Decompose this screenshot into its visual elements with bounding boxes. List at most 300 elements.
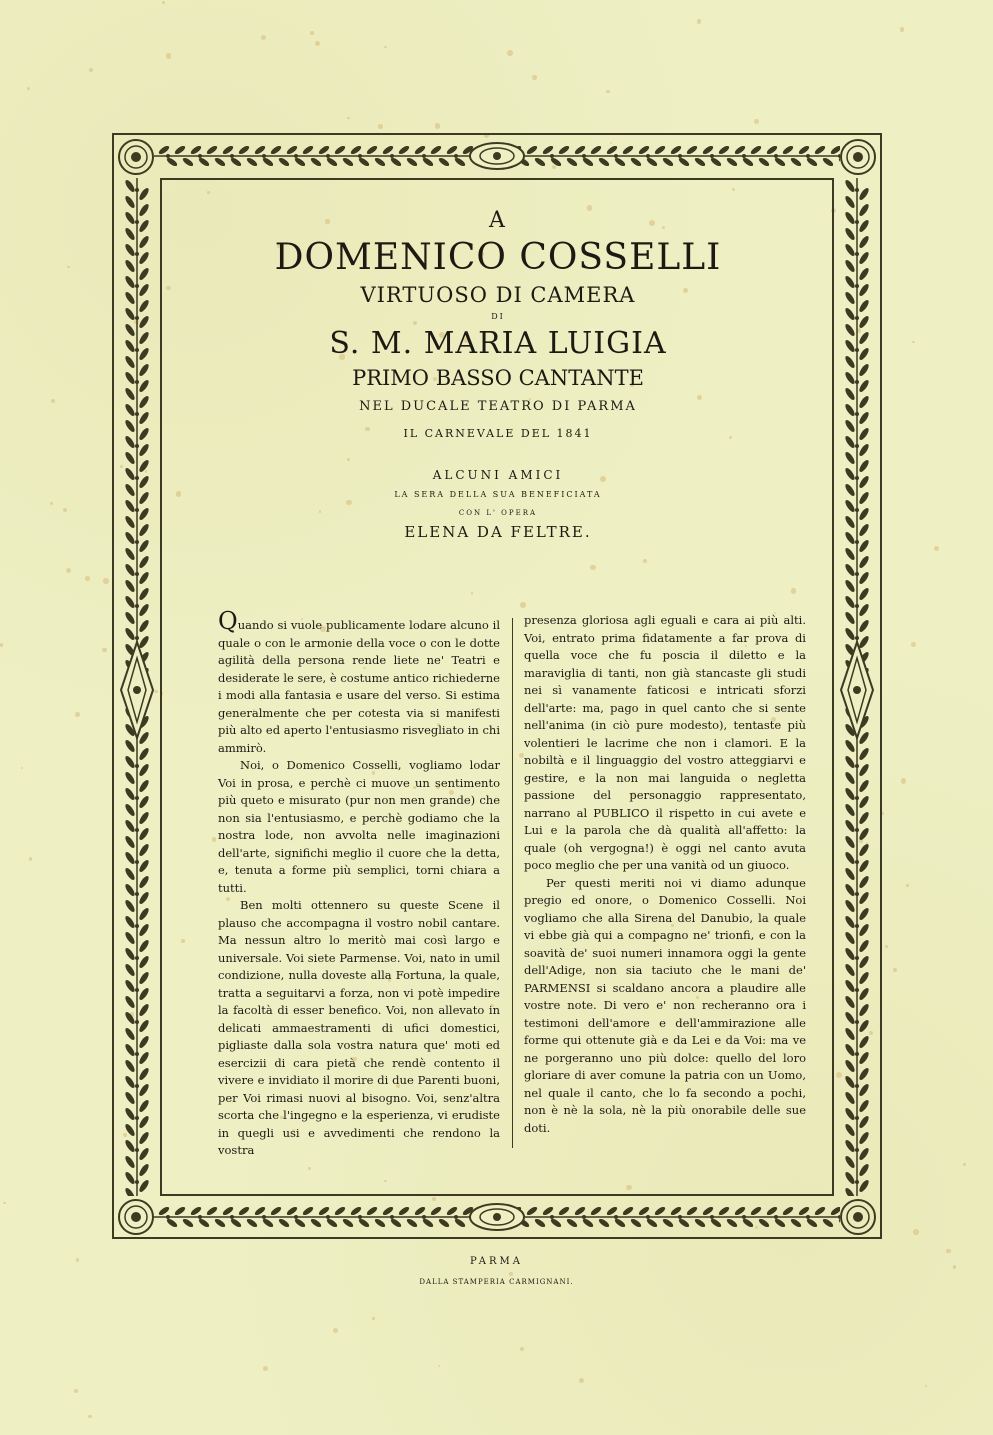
garland-berry <box>135 988 139 992</box>
garland-leaf <box>138 1163 151 1178</box>
garland-leaf <box>844 1027 857 1042</box>
garland-berry <box>135 380 139 384</box>
garland-leaf <box>124 1171 137 1186</box>
garland-leaf <box>558 144 571 155</box>
garland-leaf <box>542 1205 555 1216</box>
heading-opera-title: ELENA DA FELTRE. <box>404 523 592 541</box>
garland-berry <box>135 1052 139 1056</box>
foxing-speck <box>913 1229 919 1235</box>
garland-leaf <box>138 475 151 490</box>
garland-berry <box>390 154 394 158</box>
garland-leaf <box>138 603 151 618</box>
garland-berry <box>582 154 586 158</box>
garland-berry <box>230 154 234 158</box>
garland-leaf <box>844 227 857 242</box>
garland-leaf <box>138 571 151 586</box>
garland-berry <box>742 1215 746 1219</box>
garland-leaf <box>278 1217 291 1228</box>
garland-leaf <box>138 939 151 954</box>
garland-leaf <box>844 371 857 386</box>
garland-leaf <box>858 1051 871 1066</box>
garland-leaf <box>858 1115 871 1130</box>
garland-leaf <box>844 307 857 322</box>
garland-leaf <box>844 243 857 258</box>
left-lozenge-icon <box>119 640 155 740</box>
garland-leaf <box>246 1217 259 1228</box>
garland-leaf <box>398 1205 411 1216</box>
garland-leaf <box>302 1205 315 1216</box>
garland-leaf <box>138 955 151 970</box>
garland-leaf <box>124 339 137 354</box>
garland-leaf <box>750 1205 763 1216</box>
garland-leaf <box>124 547 137 562</box>
garland-berry <box>135 828 139 832</box>
garland-leaf <box>858 1195 871 1196</box>
garland-berry <box>135 220 139 224</box>
paragraph-text: uando si vuole publicamente lodare alcuno il quale o con le armonie della voce o con le dotte agilità della persona rende liete ne' Teatri e desiderate le sere, è costume antico richiederne i modi alla fantasia e usare del verso. Si estima generalmente che per cotesta via si manifesti più alto ed aperto l'entusiasmo risvegliato in chi ammirò. <box>218 618 500 755</box>
garland-leaf <box>844 515 857 530</box>
garland-berry <box>135 924 139 928</box>
garland-leaf <box>718 1205 731 1216</box>
garland-leaf <box>318 144 331 155</box>
garland-leaf <box>138 299 151 314</box>
garland-leaf <box>342 1217 355 1228</box>
garland-leaf <box>382 144 395 155</box>
garland-leaf <box>858 875 871 890</box>
garland-leaf <box>138 331 151 346</box>
garland-berry <box>855 1052 859 1056</box>
garland-leaf <box>214 156 227 167</box>
garland-leaf <box>446 1205 459 1216</box>
heading-sovereign: S. M. MARIA LUIGIA <box>329 326 667 361</box>
garland-leaf <box>614 156 627 167</box>
garland-leaf <box>366 1205 379 1216</box>
garland-leaf <box>182 156 195 167</box>
garland-berry <box>742 154 746 158</box>
garland-leaf <box>542 144 555 155</box>
garland-leaf <box>858 1131 871 1146</box>
garland-leaf <box>254 1205 267 1216</box>
garland-leaf <box>124 803 137 818</box>
garland-leaf <box>138 923 151 938</box>
garland-leaf <box>844 819 857 834</box>
garland-berry <box>326 154 330 158</box>
garland-berry <box>855 284 859 288</box>
garland-leaf <box>138 1131 151 1146</box>
heading-title-line: VIRTUOSO DI CAMERA <box>360 283 636 307</box>
garland-leaf <box>844 403 857 418</box>
garland-leaf <box>138 235 151 250</box>
garland-leaf <box>124 243 137 258</box>
garland-leaf <box>334 1205 347 1216</box>
garland-leaf <box>138 491 151 506</box>
corner-rosette-icon <box>838 1197 878 1237</box>
garland-leaf <box>858 363 871 378</box>
garland-leaf <box>844 979 857 994</box>
garland-leaf <box>138 427 151 442</box>
garland-leaf <box>622 1205 635 1216</box>
garland-leaf <box>844 195 857 210</box>
garland-leaf <box>166 1217 179 1228</box>
garland-leaf <box>124 1011 137 1026</box>
garland-berry <box>855 604 859 608</box>
garland-leaf <box>844 739 857 754</box>
garland-leaf <box>124 227 137 242</box>
garland-leaf <box>124 755 137 770</box>
garland-leaf <box>138 1067 151 1082</box>
garland-leaf <box>844 451 857 466</box>
garland-leaf <box>858 443 871 458</box>
garland-leaf <box>138 283 151 298</box>
garland-leaf <box>566 156 579 167</box>
garland-leaf <box>858 299 871 314</box>
garland-berry <box>806 1215 810 1219</box>
garland-leaf <box>438 156 451 167</box>
garland-leaf <box>190 1205 203 1216</box>
garland-leaf <box>358 156 371 167</box>
foxing-speck <box>89 68 93 72</box>
foxing-speck <box>507 50 513 56</box>
garland-leaf <box>526 1205 539 1216</box>
garland-berry <box>582 1215 586 1219</box>
garland-leaf <box>124 851 137 866</box>
heading-season: IL CARNEVALE DEL 1841 <box>403 427 593 440</box>
garland-leaf <box>844 899 857 914</box>
garland-leaf <box>138 443 151 458</box>
garland-leaf <box>844 1171 857 1186</box>
garland-leaf <box>124 499 137 514</box>
garland-leaf <box>844 1155 857 1170</box>
garland-leaf <box>430 1205 443 1216</box>
garland-leaf <box>174 1205 187 1216</box>
garland-leaf <box>844 419 857 434</box>
garland-berry <box>454 1215 458 1219</box>
garland-leaf <box>858 1099 871 1114</box>
garland-berry <box>855 348 859 352</box>
foxing-speck <box>103 578 109 584</box>
garland-leaf <box>606 144 619 155</box>
garland-leaf <box>782 144 795 155</box>
garland-leaf <box>138 251 151 266</box>
garland-leaf <box>382 1205 395 1216</box>
garland-leaf <box>438 1217 451 1228</box>
garland-leaf <box>124 931 137 946</box>
corner-rosette-icon <box>116 1197 156 1237</box>
garland-leaf <box>858 187 871 202</box>
garland-leaf <box>422 1217 435 1228</box>
garland-leaf <box>638 144 651 155</box>
garland-leaf <box>138 587 151 602</box>
garland-berry <box>855 252 859 256</box>
garland-leaf <box>858 411 871 426</box>
garland-leaf <box>844 1043 857 1058</box>
garland-leaf <box>138 1051 151 1066</box>
garland-leaf <box>742 1217 755 1228</box>
garland-leaf <box>844 547 857 562</box>
garland-berry <box>710 154 714 158</box>
garland-leaf <box>844 1011 857 1026</box>
garland-leaf <box>844 611 857 626</box>
garland-leaf <box>582 156 595 167</box>
garland-leaf <box>124 1075 137 1090</box>
garland-leaf <box>124 995 137 1010</box>
garland-leaf <box>858 395 871 410</box>
garland-berry <box>855 508 859 512</box>
foxing-speck <box>347 117 349 119</box>
garland-leaf <box>858 1179 871 1194</box>
heading-to: A <box>489 208 507 233</box>
garland-berry <box>614 1215 618 1219</box>
garland-leaf <box>124 1043 137 1058</box>
garland-leaf <box>766 1205 779 1216</box>
garland-leaf <box>138 1179 151 1194</box>
garland-leaf <box>858 523 871 538</box>
garland-leaf <box>198 1217 211 1228</box>
garland-leaf <box>430 144 443 155</box>
garland-berry <box>855 1116 859 1120</box>
garland-leaf <box>844 931 857 946</box>
garland-leaf <box>230 156 243 167</box>
garland-leaf <box>844 1059 857 1074</box>
garland-leaf <box>182 1217 195 1228</box>
garland-leaf <box>124 1059 137 1074</box>
garland-leaf <box>858 795 871 810</box>
garland-berry <box>855 412 859 416</box>
foxing-speck <box>435 123 440 128</box>
printer-imprint <box>300 1255 693 1289</box>
garland-leaf <box>124 867 137 882</box>
garland-leaf <box>138 795 151 810</box>
garland-berry <box>262 154 266 158</box>
garland-leaf <box>406 1217 419 1228</box>
dedication-heading <box>170 208 826 542</box>
foxing-speck <box>900 27 904 31</box>
garland-berry <box>358 154 362 158</box>
garland-leaf <box>138 619 151 634</box>
garland-leaf <box>844 339 857 354</box>
garland-leaf <box>286 144 299 155</box>
garland-berry <box>855 796 859 800</box>
foxing-speck <box>85 576 89 580</box>
foxing-speck <box>579 1378 584 1383</box>
garland-leaf <box>124 1187 137 1196</box>
garland-leaf <box>662 156 675 167</box>
garland-leaf <box>654 144 667 155</box>
garland-leaf <box>262 1217 275 1228</box>
garland-berry <box>358 1215 362 1219</box>
garland-leaf <box>844 851 857 866</box>
garland-berry <box>135 1084 139 1088</box>
garland-leaf <box>844 483 857 498</box>
garland-leaf <box>844 323 857 338</box>
garland-berry <box>855 1148 859 1152</box>
garland-berry <box>135 572 139 576</box>
foxing-speck <box>532 75 536 79</box>
garland-leaf <box>858 491 871 506</box>
heading-role: PRIMO BASSO CANTANTE <box>352 366 644 390</box>
garland-leaf <box>124 179 137 194</box>
garland-leaf <box>814 144 827 155</box>
garland-leaf <box>844 291 857 306</box>
garland-leaf <box>598 156 611 167</box>
garland-berry <box>855 444 859 448</box>
garland-leaf <box>166 156 179 167</box>
garland-leaf <box>654 1205 667 1216</box>
garland-leaf <box>138 779 151 794</box>
garland-leaf <box>844 499 857 514</box>
body-paragraph: Noi, o Domenico Cosselli, vogliamo lodar Voi in prosa, e perchè ci muove un sentimento più queto e misurato (pur non men grande) che non sia l'entusiasmo, e perchè godiamo che la nostra lode, non avvolta nelle imaginazioni dell'arte, significhi meglio il cuore che la detta, e, tenuta a forme più semplici, torni chiara a tutti. <box>218 758 500 895</box>
garland-berry <box>550 154 554 158</box>
garland-leaf <box>844 787 857 802</box>
garland-leaf <box>390 1217 403 1228</box>
garland-berry <box>135 444 139 448</box>
garland-leaf <box>222 144 235 155</box>
garland-leaf <box>138 1147 151 1162</box>
corner-rosette-icon <box>838 137 878 177</box>
garland-berry <box>326 1215 330 1219</box>
garland-leaf <box>646 156 659 167</box>
garland-berry <box>294 154 298 158</box>
garland-leaf <box>138 891 151 906</box>
garland-leaf <box>858 955 871 970</box>
garland-leaf <box>726 1217 739 1228</box>
foxing-speck <box>885 945 887 947</box>
garland-leaf <box>844 835 857 850</box>
garland-leaf <box>844 803 857 818</box>
garland-leaf <box>758 1217 771 1228</box>
garland-leaf <box>844 867 857 882</box>
garland-leaf <box>598 1217 611 1228</box>
garland-leaf <box>158 1205 171 1216</box>
garland-leaf <box>844 963 857 978</box>
garland-leaf <box>550 156 563 167</box>
garland-leaf <box>858 1019 871 1034</box>
foxing-speck <box>606 90 609 93</box>
garland-leaf <box>342 156 355 167</box>
garland-leaf <box>858 251 871 266</box>
body-paragraph: Ben molti ottennero su queste Scene il plauso che accompagna il vostro nobil cantare. Ma nessun altro lo meritò mai così largo e universale. Voi siete Parmense. Voi, nato in umil condizione, nulla doveste alla Fortuna, la quale, tratta a seguitarvi a forza, non vi potè impedire la facoltà di esser benefico. Voi, non allevato in delicati ammaestramenti di ufici domestici, pigliaste dalla sola vostra natura que' moti ed esercizii di cara pietà che rendè contento il vivere e invidiato il morire di due Parenti buoni, per Voi rimasi nuovi al bisogno. Voi, senz'altra scorta che l'ingegno e la esperienza, vi erudiste in quegli usi e avvedimenti che rendono la vostra <box>218 898 500 1157</box>
garland-leaf <box>350 144 363 155</box>
garland-berry <box>855 476 859 480</box>
garland-berry <box>855 988 859 992</box>
garland-berry <box>135 252 139 256</box>
garland-leaf <box>750 144 763 155</box>
garland-leaf <box>678 156 691 167</box>
garland-berry <box>198 154 202 158</box>
garland-leaf <box>858 379 871 394</box>
garland-leaf <box>844 947 857 962</box>
garland-leaf <box>138 555 151 570</box>
foxing-speck <box>378 124 382 128</box>
garland-leaf <box>858 939 871 954</box>
garland-leaf <box>124 291 137 306</box>
garland-leaf <box>844 435 857 450</box>
garland-leaf <box>702 1205 715 1216</box>
garland-leaf <box>124 1091 137 1106</box>
body-paragraph: Per questi meriti noi vi diamo adunque pregio ed onore, o Domenico Cosselli. Noi vogliamo che alla Sirena del Danubio, la quale vi ebbe già qui a compagno ne' trionfi, e con la soavità de' suoi numeri innamora oggi la gente dell'Adige, non sia taciuto che le mani de' PARMENSI si scaldano ancora a plaudire alle vostre note. Di vero e' non recheranno ora i testimoni dell'amore e dell'ammirazione alle forme qui ottenute già e da Lei e da Voi: ma ve ne porgeranno uno più dolce: quello del loro gloriare di aver comune la patria con un Uomo, nel quale il canto, che lo fa secondo a pochi, non è nè la sola, nè la più onorabile delle sue doti. <box>524 875 806 1135</box>
garland-leaf <box>734 1205 747 1216</box>
garland-leaf <box>138 411 151 426</box>
garland-leaf <box>326 156 339 167</box>
garland-berry <box>774 154 778 158</box>
body-column-right <box>524 612 806 1137</box>
garland-leaf <box>124 883 137 898</box>
garland-leaf <box>858 827 871 842</box>
garland-leaf <box>526 144 539 155</box>
garland-leaf <box>844 1075 857 1090</box>
garland-leaf <box>138 1099 151 1114</box>
garland-leaf <box>374 1217 387 1228</box>
garland-leaf <box>124 531 137 546</box>
garland-leaf <box>138 907 151 922</box>
garland-berry <box>135 764 139 768</box>
garland-leaf <box>454 1217 467 1228</box>
garland-berry <box>135 892 139 896</box>
garland-leaf <box>858 459 871 474</box>
body-column-left <box>218 607 500 1160</box>
garland-leaf <box>124 307 137 322</box>
garland-leaf <box>844 259 857 274</box>
foxing-speck <box>263 1366 268 1371</box>
garland-leaf <box>844 1107 857 1122</box>
garland-leaf <box>858 843 871 858</box>
garland-berry <box>855 316 859 320</box>
garland-leaf <box>534 156 547 167</box>
foxing-speck <box>29 857 32 860</box>
garland-berry <box>855 1084 859 1088</box>
garland-leaf <box>398 144 411 155</box>
garland-leaf <box>310 156 323 167</box>
garland-leaf <box>138 987 151 1002</box>
top-medallion-icon <box>467 140 527 172</box>
foxing-speck <box>74 1389 78 1393</box>
imprint-press: DALLA STAMPERIA CARMIGNANI. <box>419 1278 574 1286</box>
garland-leaf <box>582 1217 595 1228</box>
garland-leaf <box>124 211 137 226</box>
garland-leaf <box>138 1035 151 1050</box>
garland-leaf <box>138 859 151 874</box>
garland-berry <box>135 860 139 864</box>
garland-leaf <box>138 187 151 202</box>
heading-from: ALCUNI AMICI <box>432 468 564 482</box>
garland-leaf <box>158 144 171 155</box>
garland-leaf <box>124 1027 137 1042</box>
garland-leaf <box>138 1195 151 1196</box>
garland-leaf <box>414 144 427 155</box>
garland-leaf <box>858 747 871 762</box>
garland-leaf <box>124 787 137 802</box>
foxing-speck <box>901 778 906 783</box>
garland-leaf <box>858 203 871 218</box>
garland-berry <box>855 860 859 864</box>
garland-berry <box>422 154 426 158</box>
garland-leaf <box>742 156 755 167</box>
garland-berry <box>390 1215 394 1219</box>
garland-leaf <box>858 507 871 522</box>
garland-leaf <box>806 156 819 167</box>
garland-leaf <box>844 531 857 546</box>
garland-leaf <box>124 899 137 914</box>
garland-leaf <box>138 395 151 410</box>
garland-leaf <box>138 315 151 330</box>
garland-leaf <box>858 539 871 554</box>
garland-leaf <box>124 1107 137 1122</box>
garland-leaf <box>124 435 137 450</box>
garland-leaf <box>124 579 137 594</box>
garland-leaf <box>550 1217 563 1228</box>
garland-leaf <box>622 144 635 155</box>
garland-leaf <box>858 1003 871 1018</box>
